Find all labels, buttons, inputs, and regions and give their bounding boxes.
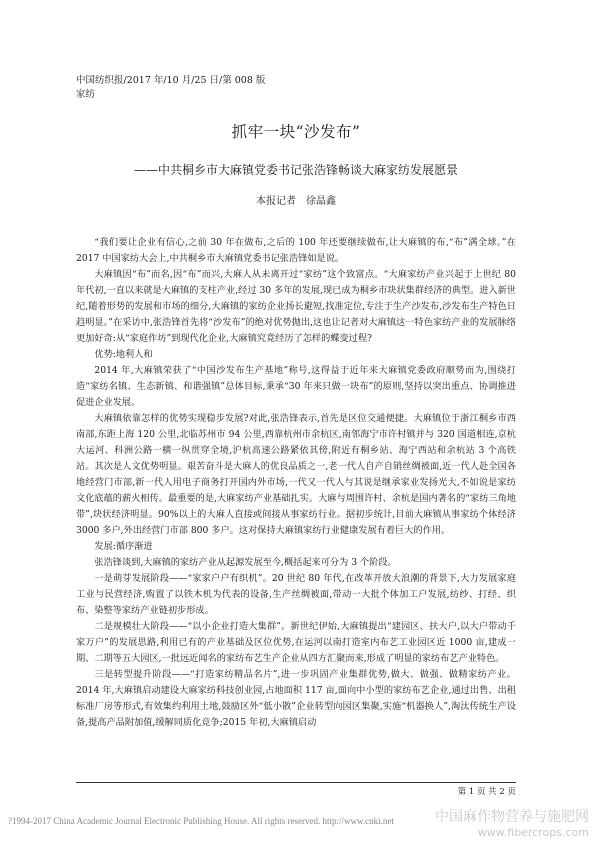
paragraph: 二是规模壮大阶段——“以小企业打造大集群”。新世纪伊始,大麻镇提出“建园区、扶大户,以大户带动千家万户”的发展思路,利用已有的产业基础及区位优势,在运河以南打造室内布艺工业园区近 1000 亩,建成一期、二期等五大园区,一批远近闻名的家纺布艺生产企业从四方汇聚而来,形成了明显的家纺布艺产业特色。 xyxy=(76,621,516,664)
footer-divider xyxy=(76,782,516,783)
article-body xyxy=(76,235,516,731)
section-heading: 优势:地利人和 xyxy=(94,349,153,360)
paragraph: 一是萌芽发展阶段——“家家户户有织机”。20 世纪 80 年代,在改革开放大浪潮的背景下,大力发展家庭工业与民营经济,购置了以铁木机为代表的设备,生产丝绸被面,带动一大批个体加工户发展,纺纱、打经、织布、染整等家纺产业链初步形成。 xyxy=(76,573,516,616)
article-subtitle: ——中共桐乡市大麻镇党委书记张浩锋畅谈大麻家纺发展愿景 xyxy=(133,163,458,177)
article-title: 抓牢一块“沙发布” xyxy=(231,123,361,141)
site-watermark xyxy=(435,810,589,840)
paragraph: 三是转型提升阶段——“打造家纺精品名片”,进一步巩固产业集群优势,做大、做强、做精家纺产业。2014 年,大麻镇启动建设大麻家纺科技创业园,占地面积 117 亩,面向中小型的家纺布艺企业,通过出售、出租标准厂房等形式,有效集约利用土地,鼓励区外“低小散”企业转型向园区集聚,实施“机器换人”,淘汰传统生产设备,提高产品附加值,缓解同质化竞争;2015 年初,大麻镇启动 xyxy=(76,669,516,728)
paragraph: “我们要让企业有信心,之前 30 年在做布,之后的 100 年还要继续做布,让大麻镇的布,“布”满全球。”在 2017 中国家纺大会上,中共桐乡市大麻镇党委书记张浩锋如是说。 xyxy=(76,237,516,264)
watermark-url: www.fibercrops.com xyxy=(477,826,589,839)
copyright-notice: ?1994-2017 China Academic Journal Electronic Publishing House. All rights reserved. http://www.cnki.net xyxy=(8,816,394,826)
article-byline: 本报记者 徐晶鑫 xyxy=(256,196,336,207)
paragraph: 2014 年,大麻镇荣获了“中国沙发布生产基地”称号,这得益于近年来大麻镇党委政府顺势而为,围绕打造“家纺名镇、生态新镇、和谐强镇”总体目标,秉承“30 年来只做一块布”的原则,坚持以突出重点、协调推进促进企业发展。 xyxy=(76,365,516,408)
watermark-text: 中国麻作物营养与施肥网 xyxy=(435,809,589,825)
section-label: 家纺 xyxy=(76,89,96,100)
page-number: 第 1 页 共 2 页 xyxy=(457,787,516,797)
paragraph: 张浩锋谈到,大麻镇的家纺产业从起源发展至今,概括起来可分为 3 个阶段。 xyxy=(94,557,397,568)
source-line: 中国纺织报/2017 年/10 月/25 日/第 008 版 xyxy=(76,75,266,86)
article-page xyxy=(76,74,516,774)
paragraph: 大麻镇依靠怎样的优势实现稳步发展?对此,张浩锋表示,首先是区位交通便捷。大麻镇位于浙江桐乡市西南部,东距上海 120 公里,北临苏州市 94 公里,西靠杭州市余杭区,南邻海宁市许村镇并与 320 国道相连,京杭大运河、科洲公路一横一纵贯穿全境,沪杭高速公路紧依其傍,附近有桐乡站、海宁西站和余杭站 3 个高铁站。其次是人文优势明显。艰苦奋斗是大麻人的优良品质之一,老一代人自产自销丝绸被面,近一代人赴全国各地经营门市部,新一代人用电子商务打开国内外市场,一代又一代人与其说是继承家业发扬光大,不如说是家纺文化底蕴的薪火相传。最重要的是,大麻家纺产业基础扎实。大麻与周围许村、余杭是国内著名的“家纺三角地带”,块状经济明显。90%以上的大麻人直接或间接从事家纺行业。据初步统计,目前大麻镇从事家纺个体经济 3000 多户,外出经营门市部 800 多户。这对保持大麻镇家纺行业健康发展有着巨大的作用。 xyxy=(76,413,516,536)
paragraph: 大麻镇因“布”而名,因“布”而兴,大麻人从未离开过“家纺”这个致富点。“大麻家纺产业兴起于上世纪 80 年代初,一直以来就是大麻镇的支柱产业,经过 30 多年的发展,现已成为桐乡市块状集群经济的典型。进入新世纪,随着形势的发展和市场的细分,大麻镇的家纺企业扬长避短,找准定位,专注于生产沙发布,沙发布生产特色日趋明显。”在采访中,张浩锋首先将“沙发布”的绝对优势抛出,这也让记者对大麻镇这一特色家纺产业的发展脉络更加好奇:从“家庭作坊”到现代化企业,大麻镇究竟经历了怎样的蝶变过程? xyxy=(76,269,516,344)
section-heading: 发展:循序渐进 xyxy=(94,541,153,552)
